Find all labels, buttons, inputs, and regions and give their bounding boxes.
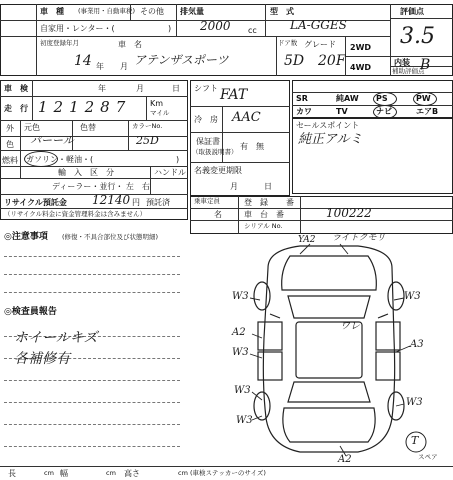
- mileage-label: 走 行: [4, 104, 28, 113]
- mark-a2-rear: A2: [338, 454, 352, 465]
- mark-w3-fr: W3: [404, 291, 421, 302]
- first-reg-label: 初度登録年月: [40, 39, 79, 47]
- interior-note: 補助評価点: [392, 67, 425, 75]
- shift-label: シフト: [194, 84, 218, 93]
- chassis-value: 100222: [326, 206, 372, 220]
- usage-label: 自家用・レンター・(: [40, 24, 115, 33]
- body-type-value: 番: [286, 198, 294, 207]
- shamei-label: 車 種: [40, 7, 64, 16]
- mark-a3-right: A3: [410, 339, 424, 350]
- fuel-close: ): [176, 155, 180, 164]
- reg-change-label: 名義変更期限: [194, 166, 242, 175]
- mile-label: マイル: [150, 109, 170, 117]
- sales-point-value: 純正アルミ: [298, 132, 363, 147]
- ac-label: 冷 房: [194, 115, 218, 124]
- jikayou-note: (事業用・自動車税): [78, 7, 136, 15]
- sonota-label: その他: [140, 7, 164, 16]
- fuel-value: ガソリン・軽油・(: [26, 155, 94, 164]
- equipment-item: PW: [416, 94, 431, 103]
- color-no-value: 25D: [136, 134, 159, 147]
- mark-ware: ワレ: [340, 321, 360, 332]
- mark-a2-left: A2: [232, 327, 246, 338]
- spare-label: スペア: [418, 453, 438, 461]
- height-unit: cm: [178, 469, 188, 477]
- year-value: 14: [74, 53, 92, 69]
- month-unit: 月: [120, 62, 128, 71]
- warranty-label: 保証書: [196, 137, 220, 146]
- length-label: 長: [8, 469, 16, 478]
- recycle-value: 12140: [92, 193, 131, 207]
- doors-value: 5D: [284, 53, 305, 69]
- drive-4wd: 4WD: [350, 63, 372, 72]
- mark-w3-fl: W3: [232, 291, 249, 302]
- shaken-unit-year: 年: [98, 84, 106, 93]
- owner-label: 乗車定員: [194, 197, 220, 205]
- warranty-note: （取扱説明書）: [192, 148, 238, 156]
- shaken-unit-month: 月: [136, 84, 144, 93]
- width-label: 幅: [60, 469, 68, 478]
- displacement-unit: cc: [248, 26, 257, 35]
- model-label: 型 式: [270, 7, 294, 16]
- mark-ya2: YA2: [298, 235, 316, 245]
- reg-change-unit-month: 月: [230, 182, 238, 191]
- sales-point-label: セールスポイント: [296, 121, 360, 130]
- color-no-label: カラーNo.: [132, 122, 163, 130]
- doors-label: ドア数: [278, 39, 298, 47]
- recycle-status: 預託済: [146, 198, 170, 207]
- equipment-item: ナビ: [376, 107, 392, 116]
- handle-label: ハンドル: [154, 168, 186, 177]
- grade-value: 20F: [318, 53, 346, 69]
- inspector-line2: 各補修有: [14, 351, 70, 367]
- attention-title: ◎注意事項: [4, 232, 48, 242]
- shaken-label: 車 検: [4, 84, 28, 93]
- import-label: 輸 入 区 分: [58, 168, 114, 177]
- serial-label: シリアル No.: [244, 222, 283, 230]
- usage-close: ): [168, 24, 172, 33]
- chassis-label: 車 台 番: [244, 210, 284, 219]
- year-unit: 年: [96, 62, 104, 71]
- drive-2wd: 2WD: [350, 43, 372, 52]
- equipment-item: PS: [376, 94, 388, 103]
- equipment-item: カワ: [296, 107, 312, 116]
- attention-note: (修復・不具合部位及び状態明細): [62, 233, 159, 241]
- model-value: LA-GGES: [290, 18, 347, 32]
- equipment-item: SR: [296, 94, 308, 103]
- mark-light-kumori: ライトクモリ: [332, 233, 386, 243]
- length-unit: cm: [44, 469, 54, 477]
- mark-w3-rl: W3: [234, 385, 251, 396]
- reg-change-unit-day: 日: [264, 182, 272, 191]
- equipment-item: 純AW: [336, 94, 359, 103]
- car-name-label: 車 名: [118, 40, 142, 49]
- warranty-value: 有 無: [240, 142, 264, 151]
- color-value: パーール: [30, 134, 74, 147]
- grade-label: グレード: [304, 40, 336, 49]
- interior-value: B: [420, 57, 431, 73]
- color-name-label: 色替: [80, 123, 96, 132]
- score-label: 評価点: [400, 7, 424, 16]
- height-label: 高さ: [124, 469, 140, 478]
- mark-w3-rear: W3: [236, 415, 253, 426]
- equipment-item: エアB: [416, 107, 439, 116]
- ac-value: AAC: [232, 110, 261, 125]
- legend-note: (車検ステッカーのサイズ): [190, 469, 266, 477]
- interior-label: 内装: [394, 58, 410, 67]
- displacement-label: 排気量: [180, 7, 204, 16]
- car-name-value: アテンザスポーツ: [134, 53, 229, 67]
- shaken-unit-day: 日: [172, 84, 180, 93]
- mark-w3-left-door: W3: [232, 347, 249, 358]
- inspector-line1: ホイールキズ: [14, 330, 98, 346]
- recycle-unit: 円: [132, 198, 140, 207]
- ext-label: 外: [6, 124, 14, 133]
- shift-value: FAT: [220, 87, 248, 103]
- color-label: 色: [6, 140, 14, 149]
- recycle-label: リサイクル預託金: [4, 198, 67, 207]
- mileage-value: 121287: [38, 98, 132, 116]
- displacement-value: 2000: [200, 19, 231, 33]
- score-value: 3.5: [400, 24, 435, 49]
- dealer-label: ディーラー・並行・ 左 右: [52, 182, 150, 191]
- body-type-label: 登 録: [244, 198, 268, 207]
- equipment-item: TV: [336, 107, 348, 116]
- ext-color-label: 元色: [24, 123, 40, 132]
- km-label: Km: [150, 99, 164, 108]
- inspector-title: ◎検査員報告: [4, 307, 57, 317]
- fuel-label: 燃料: [2, 156, 18, 165]
- mark-w3-rr: W3: [406, 397, 423, 408]
- spare-mark: T: [411, 434, 419, 447]
- width-unit: cm: [106, 469, 116, 477]
- owner-unit: 名: [214, 210, 222, 219]
- recycle-note: （リサイクル料金に資金管理料金は含みません）: [4, 210, 147, 218]
